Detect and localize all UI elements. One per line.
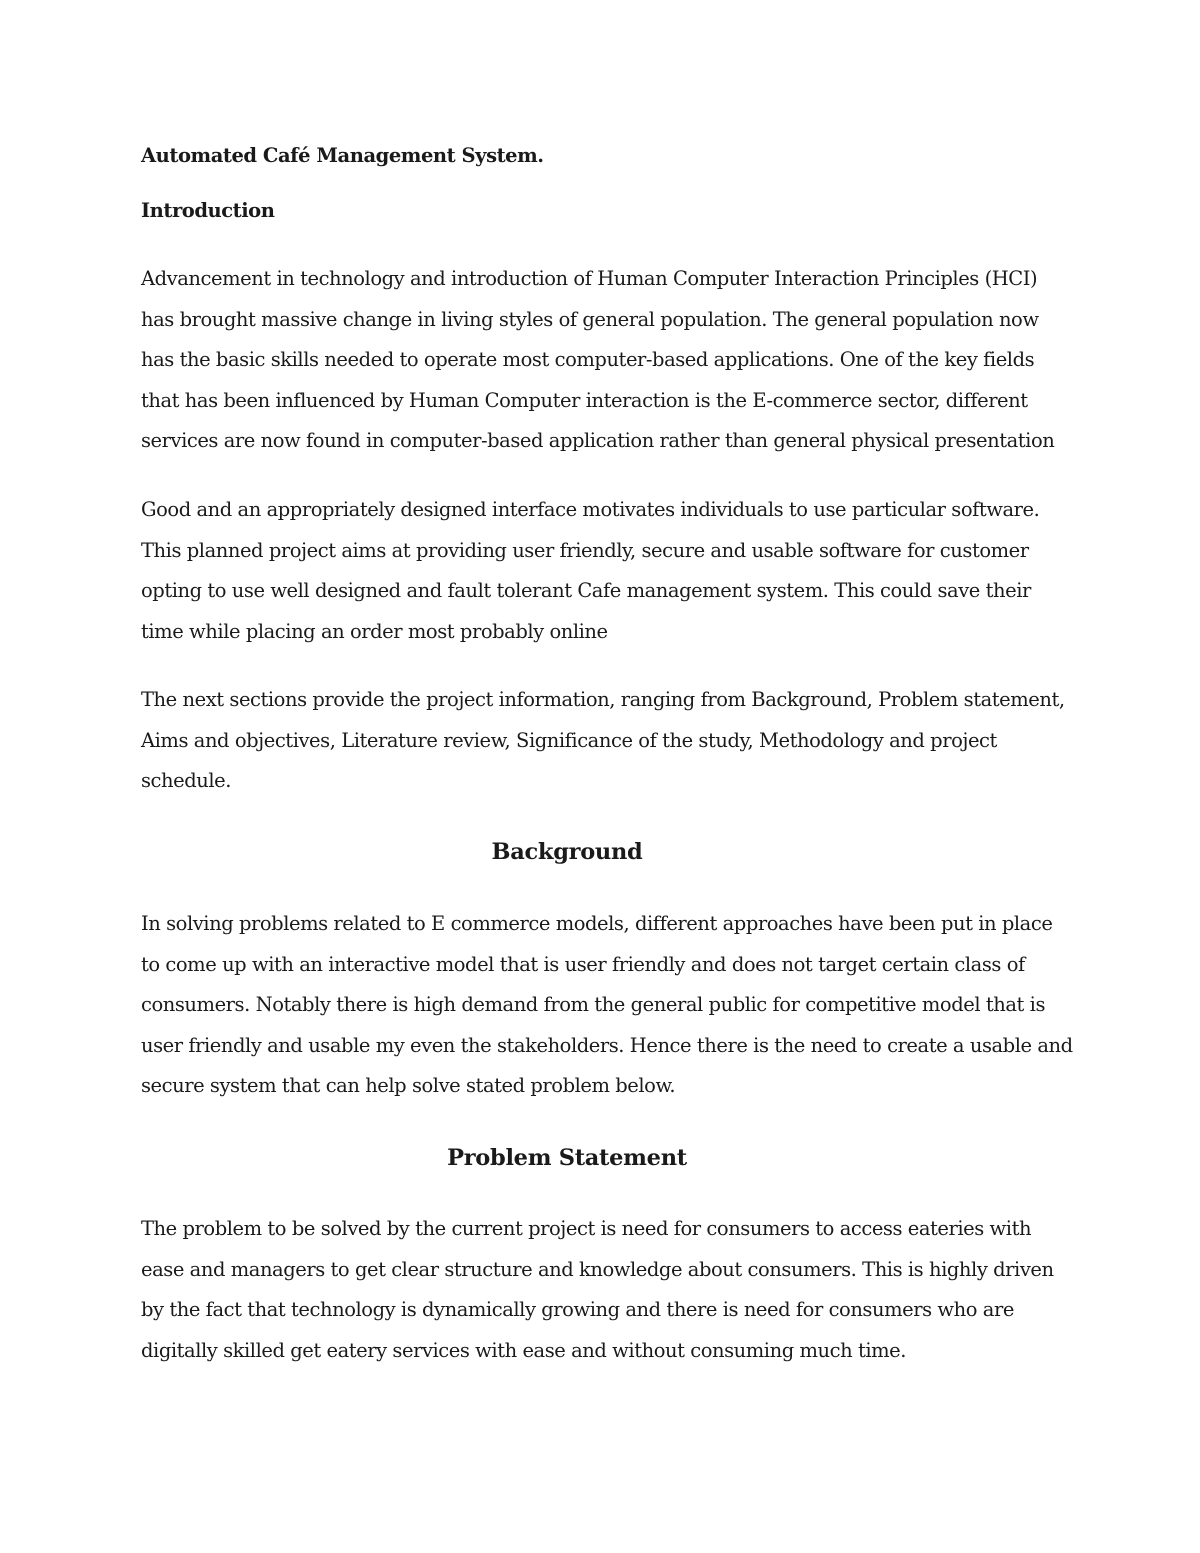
introduction-paragraph-3 bbox=[141, 680, 1066, 802]
paragraph-line: ease and managers to get clear structure and knowledge about consumers. This is highly driven bbox=[141, 1257, 1054, 1281]
problem-statement-heading: Problem Statement bbox=[447, 1145, 687, 1171]
paragraph-line: has brought massive change in living styles of general population. The general population now bbox=[141, 307, 1039, 331]
problem-statement-paragraph bbox=[141, 1209, 1066, 1371]
paragraph-line: time while placing an order most probably online bbox=[141, 619, 608, 643]
paragraph-line: by the fact that technology is dynamically growing and there is need for consumers who are bbox=[141, 1298, 1014, 1322]
paragraph-line: In solving problems related to E commerce models, different approaches have been put in place bbox=[141, 912, 1053, 935]
paragraph-line: services are now found in computer-based application rather than general physical presentation bbox=[141, 429, 1055, 453]
paragraph-line: The next sections provide the project information, ranging from Background, Problem statement, bbox=[141, 688, 1065, 711]
paragraph-line: The problem to be solved by the current project is need for consumers to access eateries with bbox=[141, 1217, 1032, 1240]
introduction-paragraph-2 bbox=[141, 490, 1066, 652]
paragraph-line: schedule. bbox=[141, 769, 231, 793]
paragraph-line: Good and an appropriately designed interface motivates individuals to use particular software. bbox=[141, 498, 1040, 521]
paragraph-line: Aims and objectives, Literature review, Significance of the study, Methodology and project bbox=[141, 728, 997, 752]
introduction-paragraph-1 bbox=[141, 259, 1066, 462]
paragraph-line: digitally skilled get eatery services with ease and without consuming much time. bbox=[141, 1338, 907, 1362]
paragraph-line: opting to use well designed and fault tolerant Cafe management system. This could save their bbox=[141, 579, 1031, 603]
paragraph-line: has the basic skills needed to operate most computer-based applications. One of the key fields bbox=[141, 348, 1035, 372]
paragraph-line: to come up with an interactive model that is user friendly and does not target certain class of bbox=[141, 952, 1025, 976]
document-title: Automated Café Management System. bbox=[141, 144, 544, 167]
background-paragraph bbox=[141, 904, 1073, 1107]
paragraph-line: secure system that can help solve stated problem below. bbox=[141, 1074, 676, 1098]
paragraph-line: Advancement in technology and introduction of Human Computer Interaction Principles (HCI) bbox=[141, 267, 1038, 290]
paragraph-line: consumers. Notably there is high demand from the general public for competitive model that is bbox=[141, 993, 1046, 1017]
paragraph-line: This planned project aims at providing user friendly, secure and usable software for customer bbox=[141, 538, 1029, 562]
paragraph-line: that has been influenced by Human Computer interaction is the E-commerce sector, different bbox=[141, 388, 1028, 412]
paragraph-line: user friendly and usable my even the stakeholders. Hence there is the need to create a usable and bbox=[141, 1033, 1073, 1057]
introduction-heading: Introduction bbox=[141, 199, 275, 222]
background-heading: Background bbox=[491, 839, 643, 865]
